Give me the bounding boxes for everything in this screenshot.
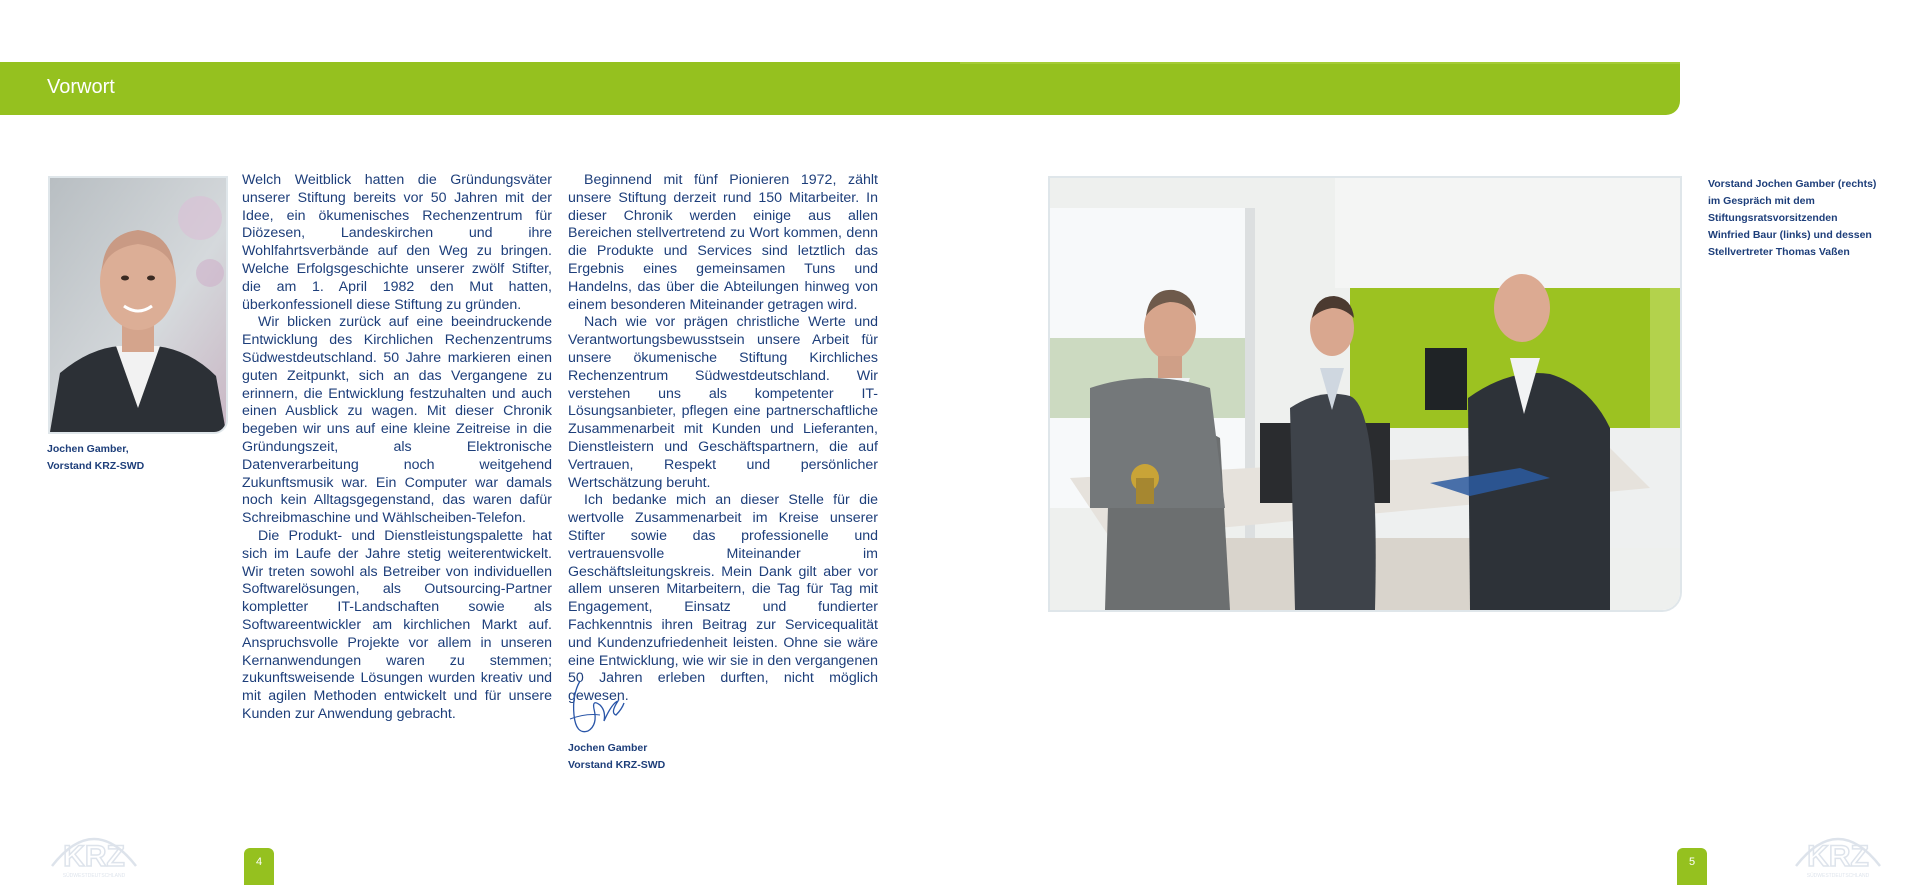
meeting-image	[1050, 178, 1680, 610]
header-bar	[0, 62, 1680, 115]
svg-text:SÜDWESTDEUTSCHLAND: SÜDWESTDEUTSCHLAND	[62, 873, 126, 879]
page-title: Vorwort	[47, 76, 115, 98]
paragraph: Welch Weitblick hatten die Gründungsväter unserer Stiftung bereits vor 50 Jahren mit der Idee, ein ökumenisches Rechenzentrum für Diözesen, Landeskirchen und ihre Wohlfahrtsverbände auf den Weg zu bringen. Welche Erfolgsgeschichte unserer zwölf Stifter, die am 1. April 1982 den Mut hatten, überkonfessionell diese Stiftung zu gründen.	[242, 172, 552, 313]
photo-caption-line: Vorstand Jochen Gamber (rechts)	[1708, 178, 1877, 190]
svg-text:KRZ: KRZ	[1807, 840, 1869, 873]
paragraph: Nach wie vor prägen christliche Werte und Verantwortungsbewusstsein unsere Arbeit für unsere ökumenische Stiftung Kirchliches Rechenzentrum Südwestdeutschland. Wir verstehen uns als kompetenter IT-Lösungsanbieter, pflegen eine partnerschaftliche Zusammenarbeit mit Kunden und Lieferanten, Dienstleistern und Geschäftspartnern, die auf Vertrauen, Respekt und persönlicher Wertschätzung beruht.	[568, 314, 878, 491]
meeting-photo	[1048, 176, 1682, 612]
photo-caption-line: Stiftungsratsvorsitzenden	[1708, 212, 1838, 224]
paragraph: Die Produkt- und Dienstleistungspalette hat sich im Laufe der Jahre stetig weiterentwickelt. Wir treten sowohl als Betreiber von individuellen Softwarelösungen, als Outsourcing-Partner kompletter IT-Landschaften sowie als Softwareentwickler am kirchlichen Markt auf. Anspruchsvolle Projekte vor allem in unseren Kernanwendungen waren zu stemmen; zukunftsweisende Lösungen wurden kreativ und mit agilen Methoden entwickelt und für unsere Kunden zur Anwendung gebracht.	[242, 527, 552, 722]
portrait-caption-role: Vorstand KRZ-SWD	[47, 460, 145, 472]
photo-caption-line: Stellvertreter Thomas Vaßen	[1708, 246, 1850, 258]
photo-caption-line: Winfried Baur (links) und dessen	[1708, 229, 1872, 241]
signature	[566, 675, 630, 739]
signature-role: Vorstand KRZ-SWD	[568, 759, 666, 771]
page-number-left: 4	[244, 848, 274, 885]
photo-caption	[1708, 176, 1876, 261]
text-column-1	[242, 172, 552, 724]
portrait-photo	[48, 176, 228, 434]
svg-text:SÜDWESTDEUTSCHLAND: SÜDWESTDEUTSCHLAND	[1806, 873, 1870, 879]
svg-text:KRZ: KRZ	[63, 840, 125, 873]
signature-caption	[568, 740, 665, 774]
paragraph: Wir blicken zurück auf eine beeindruckende Entwicklung des Kirchlichen Rechenzentrums Südwestdeutschland. 50 Jahre markieren einen guten Zeitpunkt, sich an das Vergangene zu erinnern, die Entwicklung festzuhalten und auch einen Ausblick zu wagen. Mit dieser Chronik begeben wir uns auf eine kleine Zeitreise in die Gründungszeit, als Elektronische Datenverarbeitung noch weitgehend Zukunftsmusik war. Ein Computer war damals noch kein Alltagsgegenstand, das waren dafür Schreibmaschine und Wählscheiben-Telefon.	[242, 314, 552, 527]
portrait-caption	[47, 441, 144, 475]
portrait-image	[50, 178, 226, 432]
text-column-2	[568, 172, 878, 706]
signature-name: Jochen Gamber	[568, 742, 648, 754]
portrait-caption-name: Jochen Gamber,	[47, 443, 129, 455]
page-number-right: 5	[1677, 848, 1707, 885]
krz-logo-left	[46, 822, 142, 880]
paragraph: Ich bedanke mich an dieser Stelle für die wertvolle Zusammenarbeit im Kreise unserer Stifter sowie das professionelle und vertrauensvolle Miteinander im Geschäftsleitungskreis. Mein Dank gilt aber vor allem unseren Mitarbeitern, die Tag für Tag mit Engagement, Einsatz und fundierter Fachkenntnis ihren Beitrag zur Servicequalität und Kundenzufriedenheit leisten. Ohne sie wäre eine Entwicklung, wie wir sie in den vergangenen 50 Jahren erleben durften, nicht möglich gewesen.	[568, 492, 878, 705]
photo-caption-line: im Gespräch mit dem	[1708, 195, 1815, 207]
krz-logo-right	[1790, 822, 1886, 880]
paragraph: Beginnend mit fünf Pionieren 1972, zählt unsere Stiftung derzeit rund 150 Mitarbeiter. In dieser Chronik werden einige aus allen Bereichen stellvertretend zu Wort kommen, denn die Produkte und Services sind letztlich das Ergebnis eines gemeinsamen Tuns und Handelns, das über die Abteilungen hinweg von einem besonderen Miteinander getragen wird.	[568, 172, 878, 313]
